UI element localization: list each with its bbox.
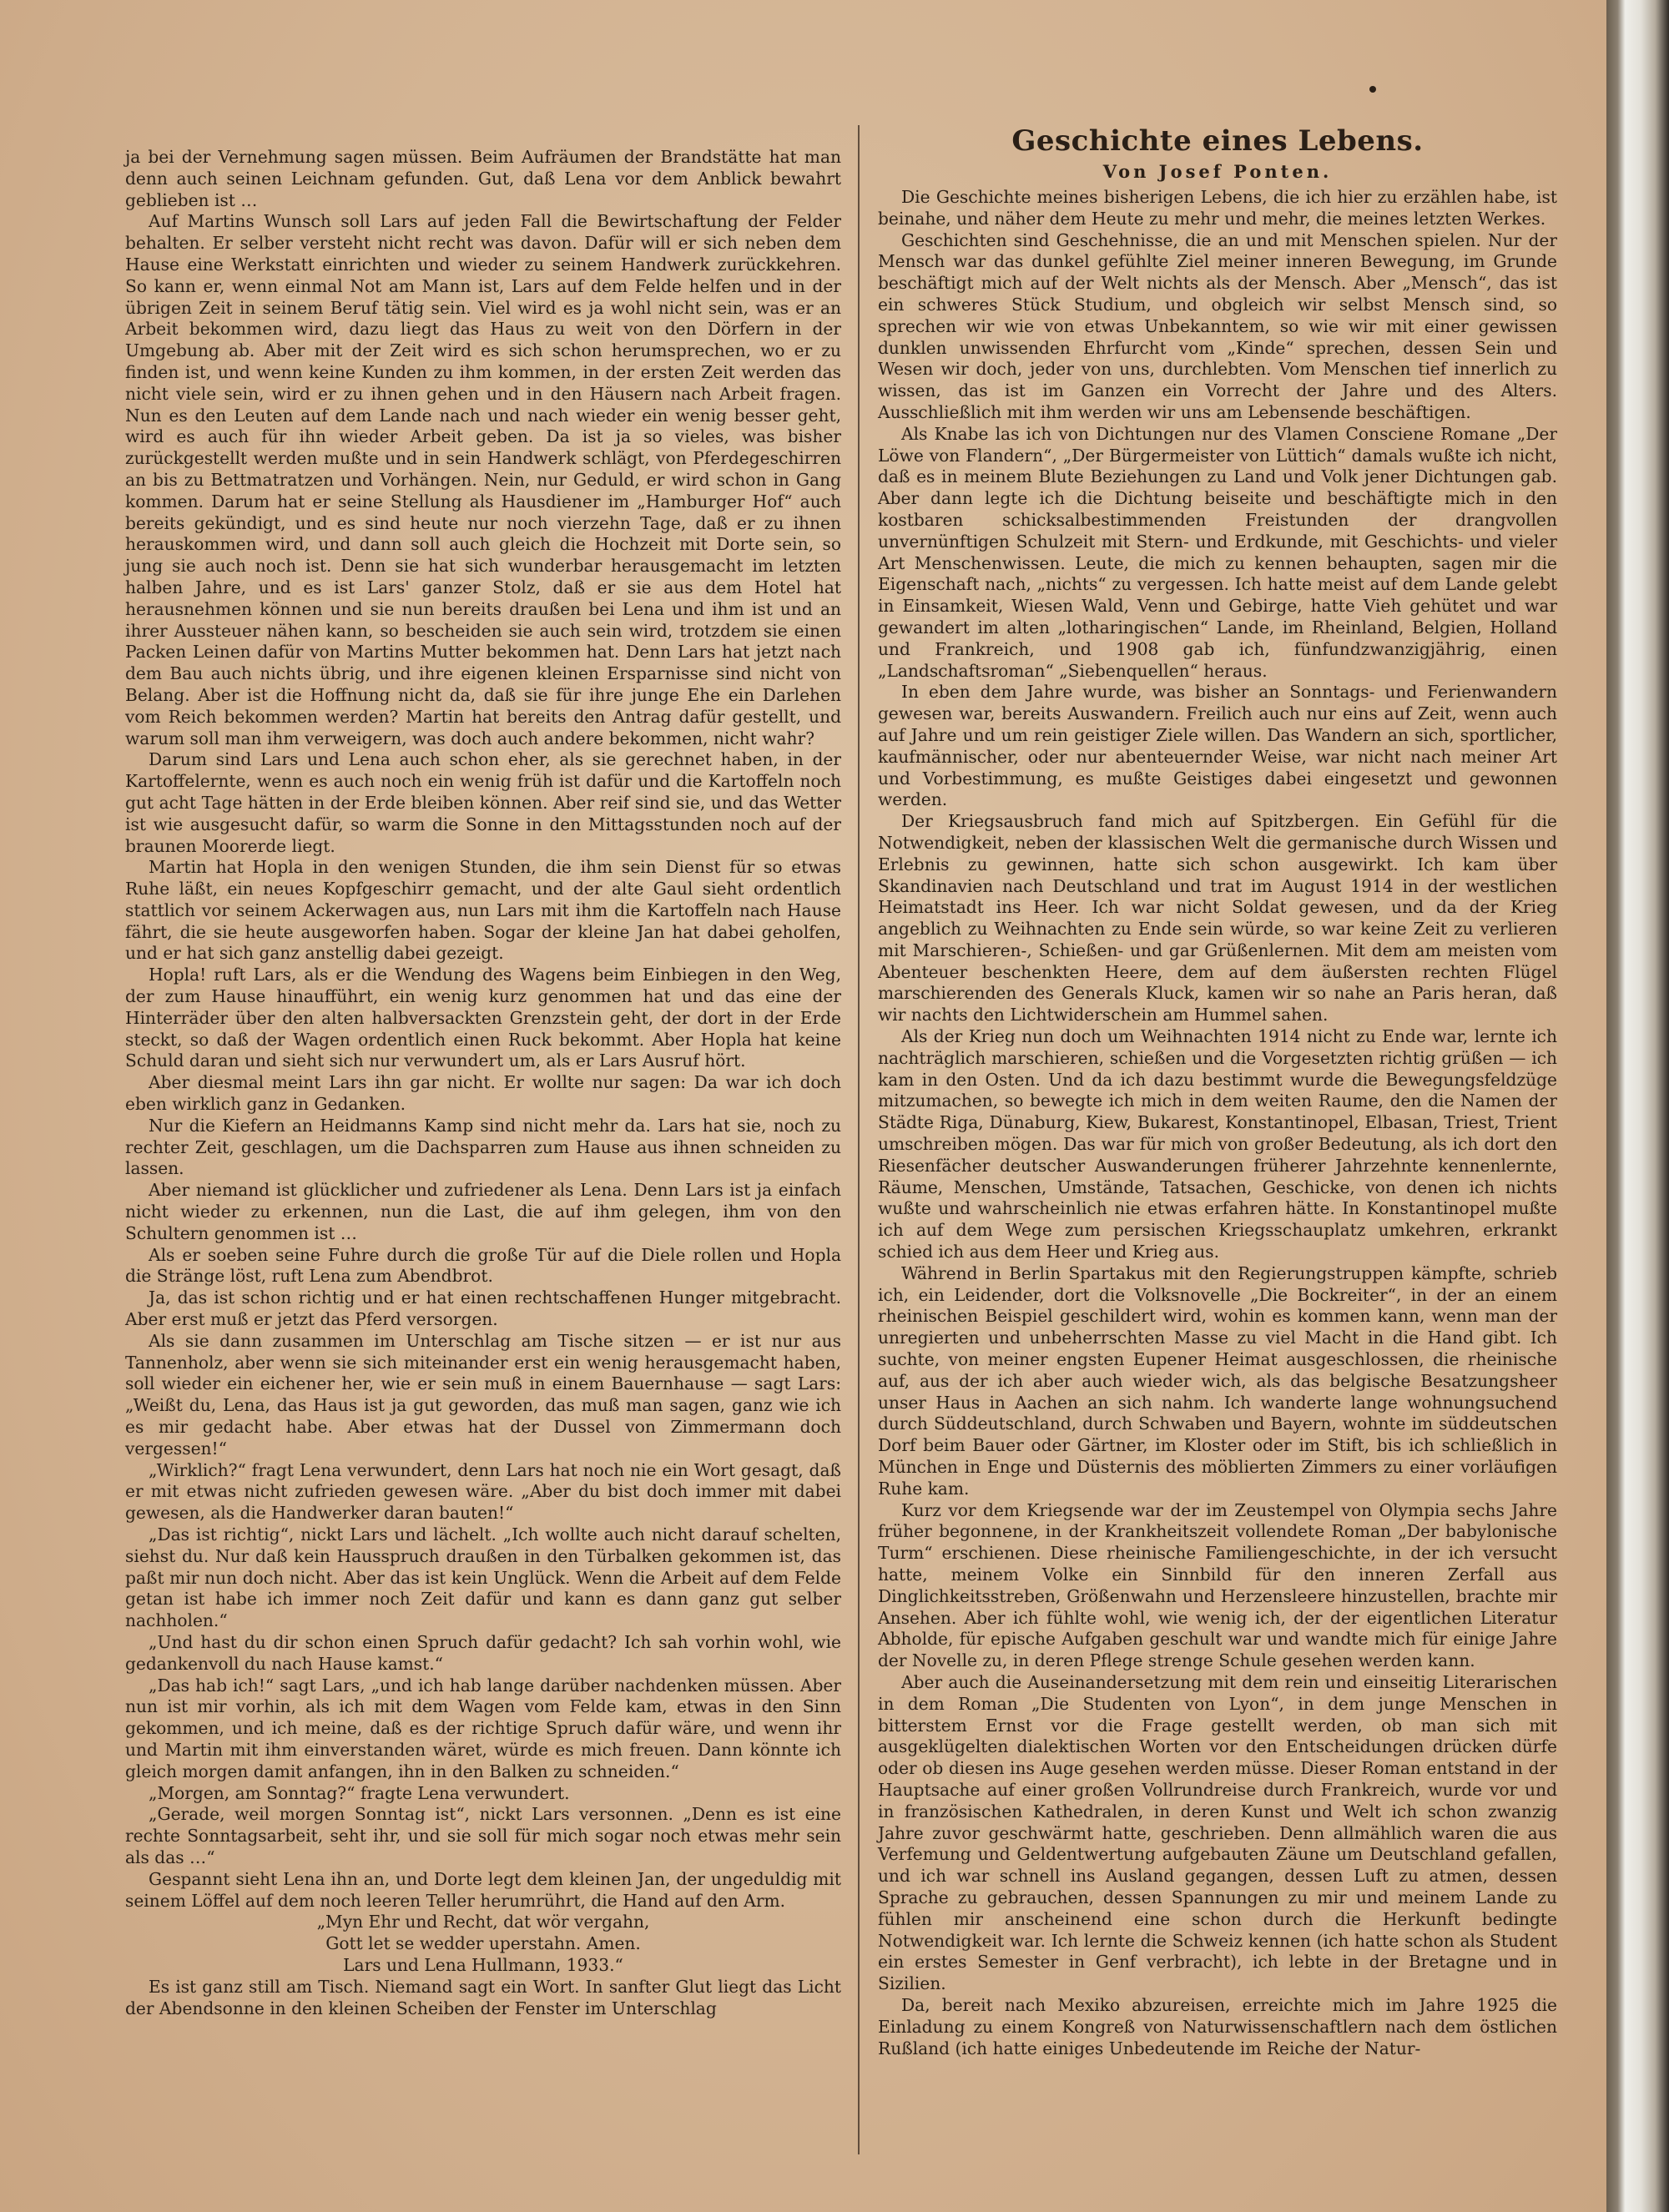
paragraph: Die Geschichte meines bisherigen Lebens, die ich hier zu erzählen habe, ist beinahe, und näher dem Heute zu mehr und mehr, die meines letzten Werkes. bbox=[878, 187, 1557, 229]
paragraph: Kurz vor dem Kriegsende war der im Zeustempel von Olympia sechs Jahre früher begonnene, in der Krankheitszeit vollendete Roman „Der babylonische Turm“ erschienen. Diese rheinische Familiengeschichte, in der ich versucht hatte, meinem Volke ein Sinnbild für den inneren Zerfall aus Dinglichkeitsstreben, Größenwahn und Herzensleere hinzustellen, brachte mir Ansehen. Aber ich fühlte wohl, wie wenig ich, der der eigentlichen Literatur Abholde, für epische Aufgaben geschult war und wandte mich für einige Jahre der Novelle zu, in deren Pflege strenge Schule gesehen werden kann. bbox=[878, 1499, 1557, 1671]
paragraph: „Das hab ich!“ sagt Lars, „und ich hab lange darüber nachdenken müssen. Aber nun ist mir vorhin, als ich mit dem Wagen vom Felde kam, etwas in den Sinn gekommen, und ich meine, daß es der richtige Spruch dafür wäre, und wenn ihr und Martin mit ihm einverstanden wäret, würde es mich freuen. Dann könnte ich gleich morgen damit anfangen, ihn in den Balken zu schneiden.“ bbox=[125, 1675, 841, 1781]
paragraph: Als sie dann zusammen im Unterschlag am Tische sitzen — er ist nur aus Tannenholz, aber wenn sie sich miteinander erst ein wenig herausgemacht haben, soll wieder ein eichener her, wie er sein muß in einem Bauernhause — sagt Lars: „Weißt du, Lena, das Haus ist ja gut geworden, das muß man sagen, ganz wie ich es mir gedacht habe. Aber etwas hat der Dussel von Zimmermann doch vergessen!“ bbox=[125, 1330, 841, 1459]
poem-line: Lars und Lena Hullmann, 1933.“ bbox=[343, 1954, 623, 1975]
paragraph: „Wirklich?“ fragt Lena verwundert, denn Lars hat noch nie ein Wort gesagt, daß er mit etwas nicht zufrieden gewesen wäre. „Aber du bist doch immer mit dabei gewesen, als die Handwerker daran bauten!“ bbox=[125, 1459, 841, 1524]
paragraph: Ja, das ist schon richtig und er hat einen rechtschaffenen Hunger mitgebracht. Aber erst muß er jetzt das Pferd versorgen. bbox=[125, 1287, 841, 1330]
paragraph: Der Kriegsausbruch fand mich auf Spitzbergen. Ein Gefühl für die Notwendigkeit, neben der klassischen Welt die germanische durch Wissen und Erlebnis zu gewinnen, hatte sich schon ausgewirkt. Ich kam über Skandinavien nach Deutschland und trat im August 1914 in der westlichen Heimatstadt ins Heer. Ich war nicht Soldat gewesen, und da der Krieg angeblich zu Weihnachten zu Ende sein würde, so war keine Zeit zu verlieren mit Marschieren-, Schießen- und gar Grüßenlernen. Mit dem am meisten vom Abenteuer beschenkten Heere, dem auf dem äußersten rechten Flügel marschierenden des Generals Kluck, kamen wir so nahe an Paris heran, daß wir nachts den Lichtwiderschein am Hummel sahen. bbox=[878, 811, 1557, 1025]
ink-dot bbox=[1369, 86, 1376, 93]
poem-line: „Myn Ehr und Recht, dat wör vergahn, bbox=[316, 1912, 650, 1932]
paragraph: Martin hat Hopla in den wenigen Stunden, die ihm sein Dienst für so etwas Ruhe läßt, ein neues Kopfgeschirr gemacht, und der alte Gaul sieht ordentlich stattlich vor seinem Ackerwagen aus, nun Lars mit ihm die Kartoffeln nach Hause fährt, die sie heute ausgeworfen haben. Sogar der kleine Jan hat dabei geholfen, und er hat sich ganz anstellig dabei gezeigt. bbox=[125, 857, 841, 964]
paragraph: „Und hast du dir schon einen Spruch dafür gedacht? Ich sah vorhin wohl, wie gedankenvoll du nach Hause kamst.“ bbox=[125, 1631, 841, 1674]
left-column bbox=[125, 147, 841, 2019]
paragraph: Aber niemand ist glücklicher und zufriedener als Lena. Denn Lars ist ja einfach nicht wieder zu erkennen, nun die Last, die auf ihm gelegen, ihm von den Schultern genommen ist … bbox=[125, 1180, 841, 1243]
book-binding-edge bbox=[1606, 0, 1669, 2212]
paragraph: Auf Martins Wunsch soll Lars auf jeden Fall die Bewirtschaftung der Felder behalten. Er selber versteht nicht recht was davon. Dafür will er sich neben dem Hause eine Werkstatt einrichten und wieder zu seinem Handwerk zurückkehren. So kann er, wenn einmal Not am Mann ist, Lars auf dem Felde helfen und in der übrigen Zeit in seinem Beruf tätig sein. Viel wird es ja wohl nicht sein, was er an Arbeit bekommen wird, dazu liegt das Haus zu weit von den Dörfern in der Umgebung ab. Aber mit der Zeit wird es sich schon herumsprechen, wo er zu finden ist, und wenn keine Kunden zu ihm kommen, in der ersten Zeit werden das nicht viele sein, wird er zu ihnen gehen und in den Häusern nach Arbeit fragen. Nun es den Leuten auf dem Lande nach und nach wieder ein wenig besser geht, wird es auch für ihn wieder Arbeit geben. Da ist ja so vieles, was bisher zurückgestellt werden mußte und in sein Handwerk schlägt, von Pferdegeschirren an bis zu Bettmatratzen und Vorhängen. Nein, nur Geduld, er wird schon in Gang kommen. Darum hat er seine Stellung als Hausdiener im „Hamburger Hof“ auch bereits gekündigt, und es sind heute nur noch vierzehn Tage, daß er zu ihnen herauskommen wird, und dann soll auch gleich die Hochzeit mit Dorte sein, so jung sie auch noch ist. Denn sie hat sich wunderbar herausgemacht im letzten halben Jahre, und es ist Lars' ganzer Stolz, daß er sie aus dem Hotel hat herausnehmen können und sie nun bereits draußen bei Lena und ihm ist und an ihrer Aussteuer nähen kann, so bescheiden sie auch sein wird, trotzdem sie einen Packen Leinen dafür von Martins Mutter bekommen hat. Denn Lars hat jetzt nach dem Bau auch nichts übrig, und ihre eigenen kleinen Ersparnisse sind nicht von Belang. Aber ist die Hoffnung nicht da, daß sie für ihre junge Ehe ein Darlehen vom Reich bekommen werden? Martin hat bereits den Antrag dafür gestellt, und warum soll man ihm verweigern, was doch auch andere bekommen, nicht wahr? bbox=[125, 211, 841, 748]
paragraph: Als er soeben seine Fuhre durch die große Tür auf die Diele rollen und Hopla die Stränge löst, ruft Lena zum Abendbrot. bbox=[125, 1244, 841, 1287]
paragraph: „Gerade, weil morgen Sonntag ist“, nickt Lars versonnen. „Denn es ist eine rechte Sonntagsarbeit, seht ihr, und sie soll für mich sogar noch etwas mehr sein als das …“ bbox=[125, 1804, 841, 1867]
paragraph: Nur die Kiefern an Heidmanns Kamp sind nicht mehr da. Lars hat sie, noch zu rechter Zeit, geschlagen, um die Dachsparren zum Hause aus ihnen schneiden zu lassen. bbox=[125, 1115, 841, 1179]
paragraph: Hopla! ruft Lars, als er die Wendung des Wagens beim Einbiegen in den Weg, der zum Hause hinaufführt, ein wenig kurz genommen hat und das eine der Hinterräder über den alten halbversackten Grenzstein geht, der dort in der Erde steckt, so daß der Wagen ordentlich einen Ruck bekommt. Aber Hopla hat keine Schuld daran und sieht sich nur verwundert um, als er Lars Ausruf hört. bbox=[125, 965, 841, 1071]
paragraph: Während in Berlin Spartakus mit den Regierungstruppen kämpfte, schrieb ich, ein Leidender, dort die Volksnovelle „Die Bockreiter“, in der an einem rheinischen Beispiel geschildert wird, wohin es kommen kann, wenn man der unregierten und unbeherrschten Masse zu viel Macht in die Hand gibt. Ich suchte, von meiner engsten Eupener Heimat ausgeschlossen, die rheinische auf, aus der ich aber auch wieder wich, als das belgische Besatzungsheer unser Haus in Aachen an sich nahm. Ich wanderte lange wohnungsuchend durch Süddeutschland, durch Schwaben und Bayern, wohnte im süddeutschen Dorf beim Bauer oder Gärtner, im Kloster oder im Stift, bis ich schließlich in München in Enge und Düsternis des möblierten Zimmers zu einer vorläufigen Ruhe kam. bbox=[878, 1262, 1557, 1499]
house-inscription-poem bbox=[125, 1912, 841, 1976]
article-title: Geschichte eines Lebens. bbox=[1011, 124, 1424, 158]
paragraph: Da, bereit nach Mexiko abzureisen, erreichte mich im Jahre 1925 die Einladung zu einem Kongreß von Naturwissenschaftlern nach dem östlichen Rußland (ich hatte einiges Unbedeutende im Reiche der Natur- bbox=[878, 1994, 1557, 2058]
paragraph: Aber diesmal meint Lars ihn gar nicht. Er wollte nur sagen: Da war ich doch eben wirklich ganz in Gedanken. bbox=[125, 1072, 841, 1115]
paragraph: „Das ist richtig“, nickt Lars und lächelt. „Ich wollte auch nicht darauf schelten, siehst du. Nur daß kein Hausspruch draußen in den Türbalken gekommen ist, das paßt mir nun doch nicht. Aber das ist kein Unglück. Wenn die Arbeit auf dem Felde getan ist habe ich immer noch Zeit dafür und kann es dann ganz gut selber nachholen.“ bbox=[125, 1524, 841, 1631]
paragraph: „Morgen, am Sonntag?“ fragte Lena verwundert. bbox=[149, 1782, 570, 1803]
paragraph: Geschichten sind Geschehnisse, die an und mit Menschen spielen. Nur der Mensch war das dunkel gefühlte Ziel meiner inneren Bewegung, im Grunde beschäftigt mich auf der Welt nichts als der Mensch. Aber „Mensch“, das ist ein schweres Stück Studium, und obgleich wir selbst Mensch sind, so sprechen wir wie von etwas Unbekanntem, so wie wir mit einer gewissen dunklen unwissenden Ehrfurcht vom „Kinde“ sprechen, dessen Sein und Wesen wir doch, jeder von uns, durchlebten. Vom Menschen tief innerlich zu wissen, das ist im Ganzen ein Vorrecht der Jahre und des Alters. Ausschließlich mit ihm werden wir uns am Lebensende beschäftigen. bbox=[878, 229, 1557, 422]
paragraph: Aber auch die Auseinandersetzung mit dem rein und einseitig Literarischen in dem Roman „Die Studenten von Lyon“, in dem junge Menschen in bitterstem Ernst vor die Frage gestellt werden, ob man sich mit ausgeklügelten dialektischen Worten vor den Entscheidungen drücken dürfe oder ob diesen ins Auge gesehen werden müsse. Dieser Roman entstand in der Hauptsache auf einer großen Vollrundreise durch Frankreich, wurde vor und in französischen Kathedralen, in deren Kunst und Welt ich schon zwanzig Jahre zuvor geschwärmt hatte, geschrieben. Denn allmählich waren die aus Verfemung und Geldentwertung aufgebauten Zäune um Deutschland gefallen, und ich war schnell ins Ausland gegangen, dessen Luft zu atmen, dessen Sprache zu gebrauchen, dessen Spannungen zu mir und meinem Lande zu fühlen mir anscheinend eine schon durch die Herkunft bedingte Notwendigkeit war. Ich lernte die Schweiz kennen (ich hatte schon als Student ein erstes Semester in Genf verbracht), ich lebte in der Bretagne und in Sizilien. bbox=[878, 1671, 1557, 1994]
poem-line: Gott let se wedder uperstahn. Amen. bbox=[325, 1933, 641, 1954]
paragraph: Als Knabe las ich von Dichtungen nur des Vlamen Consciene Romane „Der Löwe von Flandern“, „Der Bürgermeister von Lüttich“ damals wußte ich nicht, daß es in meinem Blute Beziehungen zu Land und Volk jener Dichtungen gab. Aber dann legte ich die Dichtung beiseite und beschäftigte mich in den kostbaren schicksalbestimmenden Freistunden der drangvollen unvernünftigen Schulzeit mit Stern- und Erdkunde, mit Geschichts- und vieler Art Menschenwissen. Leute, die mich zu kennen behaupten, sagen mir die Eigenschaft nach, „nichts“ zu vergessen. Ich hatte meist auf dem Lande gelebt in Einsamkeit, Wiesen Wald, Venn und Gebirge, hatte Vieh gehütet und war gewandert im alten „lotharingischen“ Lande, im Rheinland, Belgien, Holland und Frankreich, und 1908 gab ich, fünfundzwanzigjährig, einen „Landschaftsroman“ „Siebenquellen“ heraus. bbox=[878, 423, 1557, 681]
column-divider bbox=[858, 125, 860, 2154]
closing-paragraph: Es ist ganz still am Tisch. Niemand sagt ein Wort. In sanfter Glut liegt das Licht der Abendsonne in den kleinen Scheiben der Fenster im Unterschlag bbox=[125, 1976, 841, 2018]
paragraph: Als der Krieg nun doch um Weihnachten 1914 nicht zu Ende war, lernte ich nachträglich marschieren, schießen und die Vorgesetzten richtig grüßen — ich kam in den Osten. Und da ich dazu bestimmt wurde die Bewegungsfeldzüge mitzumachen, so bewegte ich mich in dem weiten Raume, den die Namen der Städte Riga, Dünaburg, Kiew, Bukarest, Konstantinopel, Elbasan, Triest, Trient umschreiben mögen. Das war für mich von großer Bedeutung, als ich dort den Riesenfächer deutscher Auswanderungen früherer Jahrzehnte kennenlernte, Räume, Menschen, Umstände, Tatsachen, Geschicke, von denen ich nichts wußte und wahrscheinlich nie etwas erfahren hätte. In Konstantinopel mußte ich auf dem Wege zum persischen Kriegsschauplatz umkehren, erkrankt schied ich aus dem Heer und Krieg aus. bbox=[878, 1026, 1557, 1262]
paragraph: Gespannt sieht Lena ihn an, und Dorte legt dem kleinen Jan, der ungeduldig mit seinem Löffel auf dem noch leeren Teller herumrührt, die Hand auf den Arm. bbox=[125, 1868, 841, 1911]
right-column bbox=[878, 123, 1557, 2059]
article-byline: Von Josef Ponten. bbox=[1102, 161, 1333, 182]
paragraph: In eben dem Jahre wurde, was bisher an Sonntags- und Ferienwandern gewesen war, bereits Auswandern. Freilich auch nur eins auf Zeit, wenn auch auf Jahre und um rein geistiger Ziele willen. Das Wandern an sich, sportlicher, kaufmännischer, oder nur abenteuernder Weise, war nicht nach meiner Art und Vorbestimmung, es mußte Geistiges dabei eingesetzt und gewonnen werden. bbox=[878, 682, 1557, 810]
paragraph: Darum sind Lars und Lena auch schon eher, als sie gerechnet haben, in der Kartoffelernte, wenn es auch noch ein wenig früh ist dafür und die Kartoffeln noch gut acht Tage hätten in der Erde bleiben können. Aber reif sind sie, und das Wetter ist wie ausgesucht dafür, so warm die Sonne in den Mittagsstunden noch auf der braunen Moorerde liegt. bbox=[125, 749, 841, 856]
paragraph: ja bei der Vernehmung sagen müssen. Beim Aufräumen der Brandstätte hat man denn auch seinen Leichnam gefunden. Gut, daß Lena vor dem Anblick bewahrt geblieben ist … bbox=[125, 147, 841, 210]
